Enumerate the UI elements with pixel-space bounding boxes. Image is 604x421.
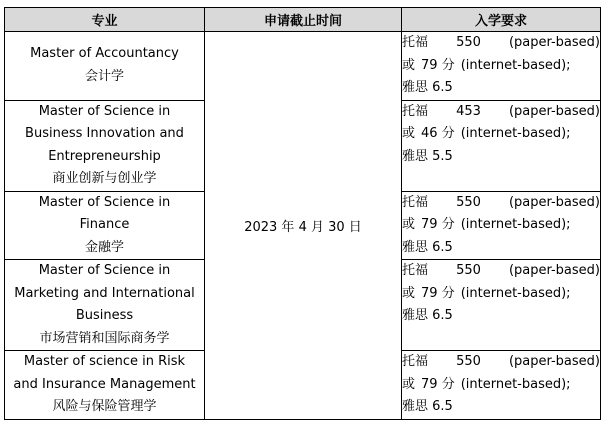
paper-based-label: (paper-based): [508, 103, 600, 119]
major-name-cn: 金融学: [84, 239, 124, 255]
ielts-score: 雅思 5.5: [402, 148, 453, 164]
toefl-label: 托福: [402, 35, 429, 50]
or-label: 或: [402, 126, 416, 141]
major-cell: [5, 100, 205, 191]
toefl-paper-score: 453: [456, 103, 481, 119]
internet-based-label: (internet-based);: [460, 126, 571, 141]
toefl-label: 托福: [402, 194, 429, 210]
ielts-score: 雅思 6.5: [402, 308, 453, 323]
major-name-cn: 商业创新与创业学: [52, 171, 157, 186]
header-row: [5, 8, 601, 32]
toefl-internet-score: 79 分: [421, 285, 455, 301]
major-name-cn: 市场营销和国际商务学: [39, 330, 170, 346]
paper-based-label: (paper-based): [508, 263, 600, 278]
header-deadline: 申请截止时间: [205, 8, 402, 32]
paper-based-label: (paper-based): [508, 194, 600, 210]
table-row: [5, 32, 601, 101]
toefl-internet-score: 46 分: [421, 126, 455, 141]
major-name-cn: 会计学: [84, 68, 124, 84]
ielts-score: 雅思 6.5: [402, 399, 453, 414]
paper-based-label: (paper-based): [508, 35, 600, 50]
or-label: 或: [402, 57, 416, 73]
toefl-internet-score: 79 分: [421, 217, 455, 232]
internet-based-label: (internet-based);: [460, 376, 571, 392]
internet-based-label: (internet-based);: [460, 57, 571, 73]
major-name-en: Master of Science in Finance: [38, 194, 171, 232]
major-name-en: Master of Accountancy: [30, 46, 179, 62]
ielts-score: 雅思 6.5: [402, 239, 453, 255]
or-label: 或: [402, 285, 416, 301]
ielts-score: 雅思 6.5: [402, 80, 453, 95]
requirements-cell: [402, 260, 601, 351]
internet-based-label: (internet-based);: [460, 285, 571, 301]
major-name-cn: 风险与保险管理学: [52, 399, 157, 414]
major-name-en: Master of Science in Business Innovation and Entrepreneurship: [25, 103, 184, 164]
major-cell: [5, 32, 205, 101]
admissions-table: [4, 7, 601, 420]
requirements-cell: [402, 32, 601, 101]
toefl-paper-score: 550: [456, 194, 481, 210]
toefl-internet-score: 79 分: [421, 376, 455, 392]
toefl-label: 托福: [402, 263, 429, 278]
toefl-paper-score: 550: [456, 35, 481, 50]
header-major: 专业: [5, 8, 205, 32]
major-cell: [5, 351, 205, 420]
toefl-paper-score: 550: [456, 354, 481, 369]
toefl-internet-score: 79 分: [421, 57, 455, 73]
major-cell: [5, 191, 205, 260]
internet-based-label: (internet-based);: [460, 217, 571, 232]
requirements-cell: [402, 100, 601, 191]
or-label: 或: [402, 217, 416, 232]
toefl-label: 托福: [402, 103, 429, 119]
header-requirements: 入学要求: [402, 8, 601, 32]
requirements-cell: [402, 351, 601, 420]
or-label: 或: [402, 376, 416, 392]
toefl-paper-score: 550: [456, 263, 481, 278]
requirements-cell: [402, 191, 601, 260]
major-name-en: Master of science in Risk and Insurance Management: [13, 354, 196, 392]
major-name-en: Master of Science in Marketing and International Business: [14, 263, 195, 323]
deadline-cell: 2023 年 4 月 30 日: [205, 32, 402, 420]
major-cell: [5, 260, 205, 351]
toefl-label: 托福: [402, 354, 429, 369]
paper-based-label: (paper-based): [508, 354, 600, 369]
